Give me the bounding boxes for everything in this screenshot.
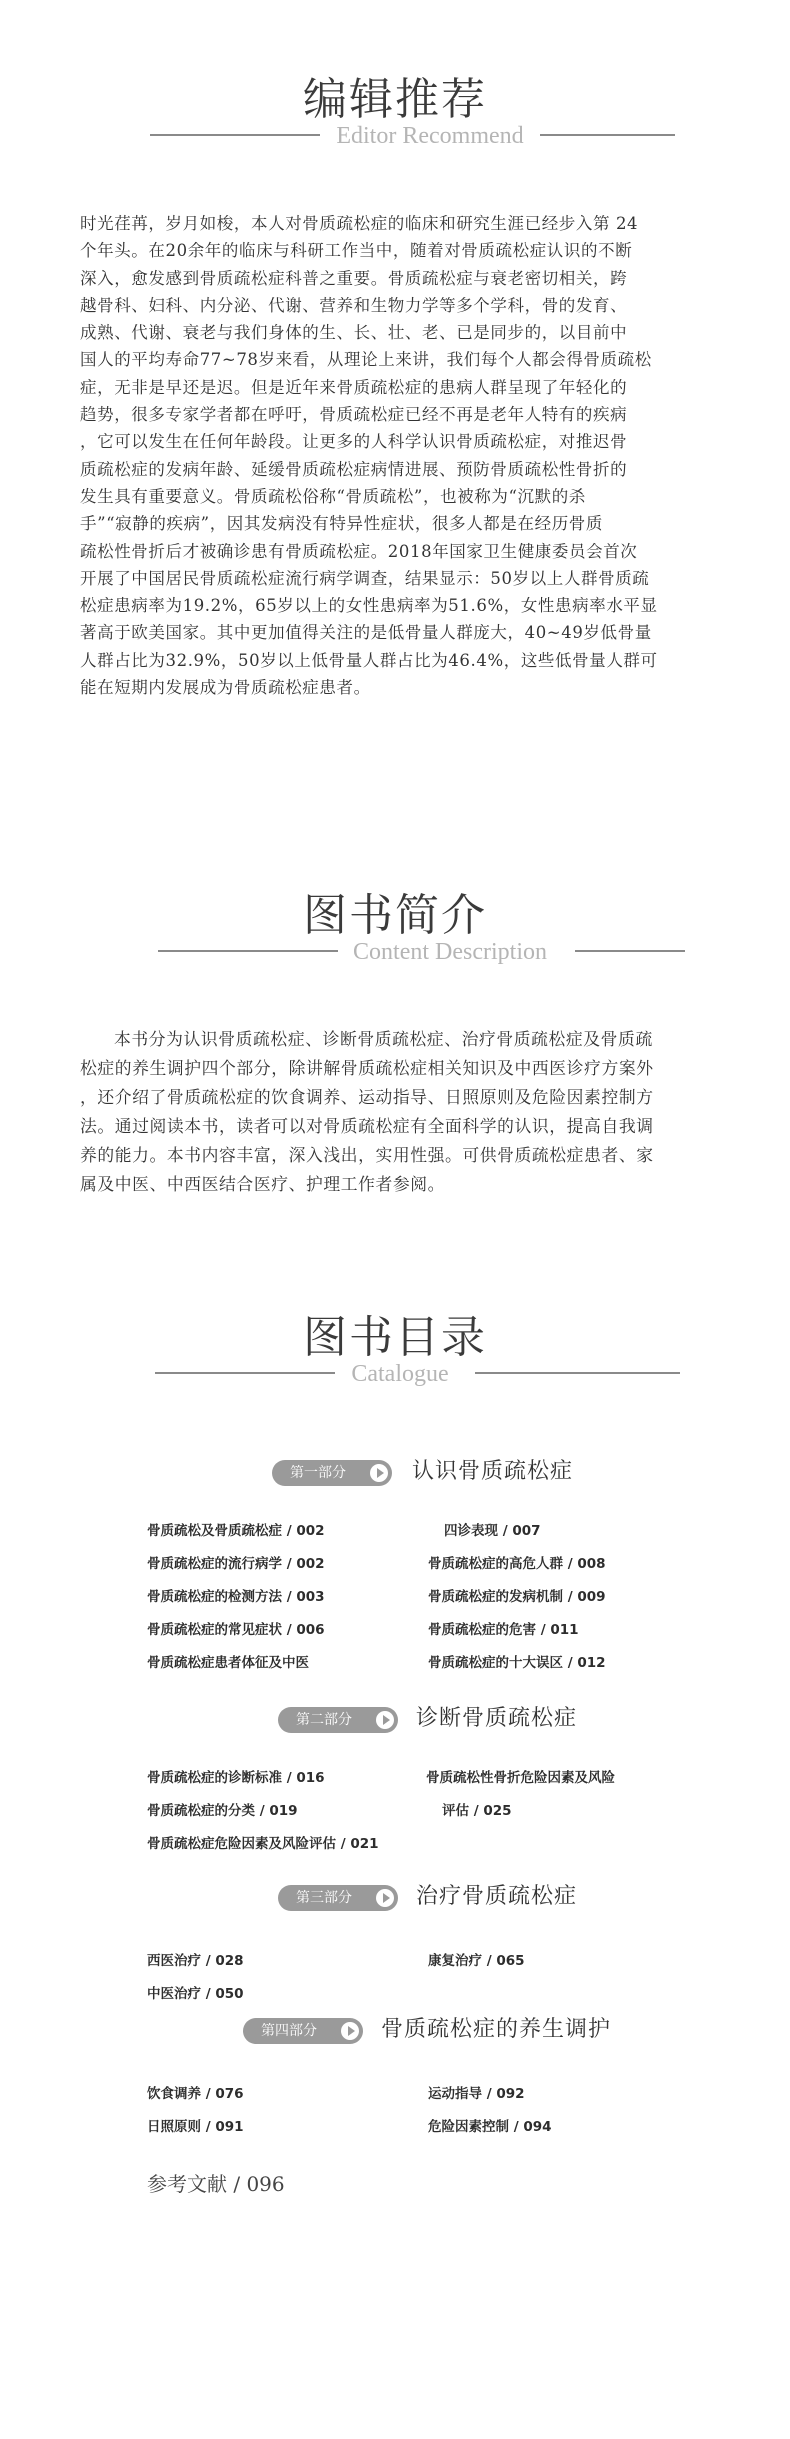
part-1-badge-label: 第一部分 — [290, 1465, 346, 1481]
header-divider-right — [540, 134, 675, 136]
text-line: ，它可以发生在任何年龄段。让更多的人科学认识骨质疏松症，对推迟骨 — [80, 432, 628, 452]
toc-item[interactable]: 骨质疏松症的十大误区 / 012 — [428, 1655, 606, 1671]
text-line: 发生具有重要意义。骨质疏松俗称“骨质疏松”，也被称为“沉默的杀 — [80, 486, 586, 506]
text-line: 成熟、代谢、衰老与我们身体的生、长、壮、老、已是同步的，以目前中 — [80, 323, 628, 343]
editor-subtitle: Editor Recommend — [336, 123, 524, 149]
description-section-header — [0, 888, 790, 978]
toc-item[interactable]: 运动指导 / 092 — [428, 2086, 525, 2102]
text-line: 质疏松症的发病年龄、延缓骨质疏松症病情进展、预防骨质疏松性骨折的 — [80, 459, 628, 479]
part-3-left-list — [147, 1945, 244, 2011]
text-line: 著高于欧美国家。其中更加值得关注的是低骨量人群庞大，40~49岁低骨量 — [80, 623, 652, 643]
text-line: 症，无非是早还是迟。但是近年来骨质疏松症的患病人群呈现了年轻化的 — [80, 377, 628, 397]
header-divider-right — [475, 1372, 680, 1374]
part-2-title: 诊断骨质疏松症 — [416, 1706, 578, 1731]
toc-item[interactable]: 饮食调养 / 076 — [147, 2086, 244, 2102]
part-1-right-list — [428, 1515, 606, 1680]
description-title: 图书简介 — [303, 890, 487, 941]
text-line: 国人的平均寿命77~78岁来看，从理论上来讲，我们每个人都会得骨质疏松 — [80, 350, 652, 370]
text-line: 松症患病率为19.2%，65岁以上的女性患病率为51.6%，女性患病率水平显 — [80, 596, 658, 616]
toc-item[interactable]: 康复治疗 / 065 — [428, 1953, 525, 1969]
toc-item[interactable]: 骨质疏松性骨折危险因素及风险 — [426, 1770, 615, 1786]
header-divider-left — [150, 134, 320, 136]
text-line: 法。通过阅读本书，读者可以对骨质疏松症有全面科学的认识，提高自我调 — [80, 1116, 654, 1136]
part-2-badge — [278, 1707, 398, 1733]
toc-item[interactable]: 日照原则 / 091 — [147, 2119, 244, 2135]
part-4-right-list — [428, 2078, 552, 2144]
text-line: 本书分为认识骨质疏松症、诊断骨质疏松症、治疗骨质疏松症及骨质疏 — [114, 1029, 653, 1049]
text-line: 人群占比为32.9%，50岁以上低骨量人群占比为46.4%，这些低骨量人群可 — [80, 650, 658, 670]
play-arrow-icon — [376, 1711, 394, 1729]
text-line: 个年头。在20余年的临床与科研工作当中，随着对骨质疏松症认识的不断 — [80, 241, 633, 261]
toc-item[interactable]: 骨质疏松症的发病机制 / 009 — [428, 1589, 606, 1605]
toc-item[interactable]: 危险因素控制 / 094 — [428, 2119, 552, 2135]
part-4-badge-label: 第四部分 — [261, 2023, 317, 2039]
play-arrow-icon — [376, 1889, 394, 1907]
text-line: 疏松性骨折后才被确诊患有骨质疏松症。2018年国家卫生健康委员会首次 — [80, 541, 638, 561]
part-3-badge — [278, 1885, 398, 1911]
part-4-title: 骨质疏松症的养生调护 — [381, 2017, 612, 2042]
part-3-badge-label: 第三部分 — [296, 1890, 352, 1906]
part-3-right-list — [428, 1945, 525, 1978]
text-line: 开展了中国居民骨质疏松症流行病学调查，结果显示：50岁以上人群骨质疏 — [80, 568, 650, 588]
catalogue-subtitle: Catalogue — [351, 1361, 449, 1387]
text-line: 手”“寂静的疾病”，因其发病没有特异性症状，很多人都是在经历骨质 — [80, 514, 604, 534]
text-line: 养的能力。本书内容丰富，深入浅出，实用性强。可供骨质疏松症患者、家 — [80, 1145, 654, 1165]
text-line: 时光荏苒，岁月如梭，本人对骨质疏松症的临床和研究生涯已经步入第 24 — [80, 214, 639, 233]
header-divider-left — [158, 950, 338, 952]
toc-item[interactable]: 评估 / 025 — [442, 1803, 512, 1819]
text-line: 越骨科、妇科、内分泌、代谢、营养和生物力学等多个学科，骨的发育、 — [80, 295, 628, 315]
description-subtitle: Content Description — [353, 939, 547, 965]
toc-item[interactable]: 骨质疏松症患者体征及中医 — [147, 1655, 309, 1671]
toc-item[interactable]: 四诊表现 / 007 — [444, 1523, 541, 1539]
text-line: 松症的养生调护四个部分，除讲解骨质疏松症相关知识及中西医诊疗方案外 — [80, 1058, 654, 1078]
editor-title: 编辑推荐 — [303, 74, 487, 125]
play-arrow-icon — [370, 1464, 388, 1482]
text-line: 深入，愈发感到骨质疏松症科普之重要。骨质疏松症与衰老密切相关，跨 — [80, 268, 628, 288]
references-entry[interactable]: 参考文献 / 096 — [147, 2172, 285, 2196]
catalogue-section-header — [0, 1310, 790, 1400]
part-3-title: 治疗骨质疏松症 — [416, 1884, 578, 1909]
catalogue-title: 图书目录 — [303, 1312, 487, 1363]
toc-item[interactable]: 骨质疏松症的高危人群 / 008 — [428, 1556, 606, 1572]
text-line: 属及中医、中西医结合医疗、护理工作者参阅。 — [80, 1174, 446, 1194]
part-2-right-list — [426, 1762, 615, 1828]
part-4-badge — [243, 2018, 363, 2044]
part-1-badge — [272, 1460, 392, 1486]
toc-item[interactable]: 骨质疏松症的危害 / 011 — [428, 1622, 579, 1638]
book-description-text — [80, 1025, 720, 1199]
toc-item[interactable]: 骨质疏松症的流行病学 / 002 — [147, 1556, 325, 1572]
text-line: ，还介绍了骨质疏松症的饮食调养、运动指导、日照原则及危险因素控制方 — [80, 1087, 654, 1107]
editor-section-header — [0, 72, 790, 162]
play-arrow-icon — [341, 2022, 359, 2040]
part-1-title: 认识骨质疏松症 — [412, 1459, 574, 1484]
part-2-left-list — [147, 1762, 379, 1861]
text-line: 能在短期内发展成为骨质疏松症患者。 — [80, 678, 371, 698]
toc-item[interactable]: 骨质疏松症的检测方法 / 003 — [147, 1589, 325, 1605]
toc-item[interactable]: 骨质疏松症的分类 / 019 — [147, 1803, 298, 1819]
part-4-left-list — [147, 2078, 244, 2144]
editor-recommendation-text — [80, 210, 720, 701]
toc-item[interactable]: 西医治疗 / 028 — [147, 1953, 244, 1969]
toc-item[interactable]: 骨质疏松症危险因素及风险评估 / 021 — [147, 1836, 379, 1852]
toc-item[interactable]: 骨质疏松症的诊断标准 / 016 — [147, 1770, 325, 1786]
part-1-left-list — [147, 1515, 325, 1680]
part-2-badge-label: 第二部分 — [296, 1712, 352, 1728]
header-divider-right — [575, 950, 685, 952]
toc-item[interactable]: 中医治疗 / 050 — [147, 1986, 244, 2002]
header-divider-left — [155, 1372, 335, 1374]
toc-item[interactable]: 骨质疏松及骨质疏松症 / 002 — [147, 1523, 325, 1539]
text-line: 趋势，很多专家学者都在呼吁，骨质疏松症已经不再是老年人特有的疾病 — [80, 405, 628, 425]
toc-item[interactable]: 骨质疏松症的常见症状 / 006 — [147, 1622, 325, 1638]
